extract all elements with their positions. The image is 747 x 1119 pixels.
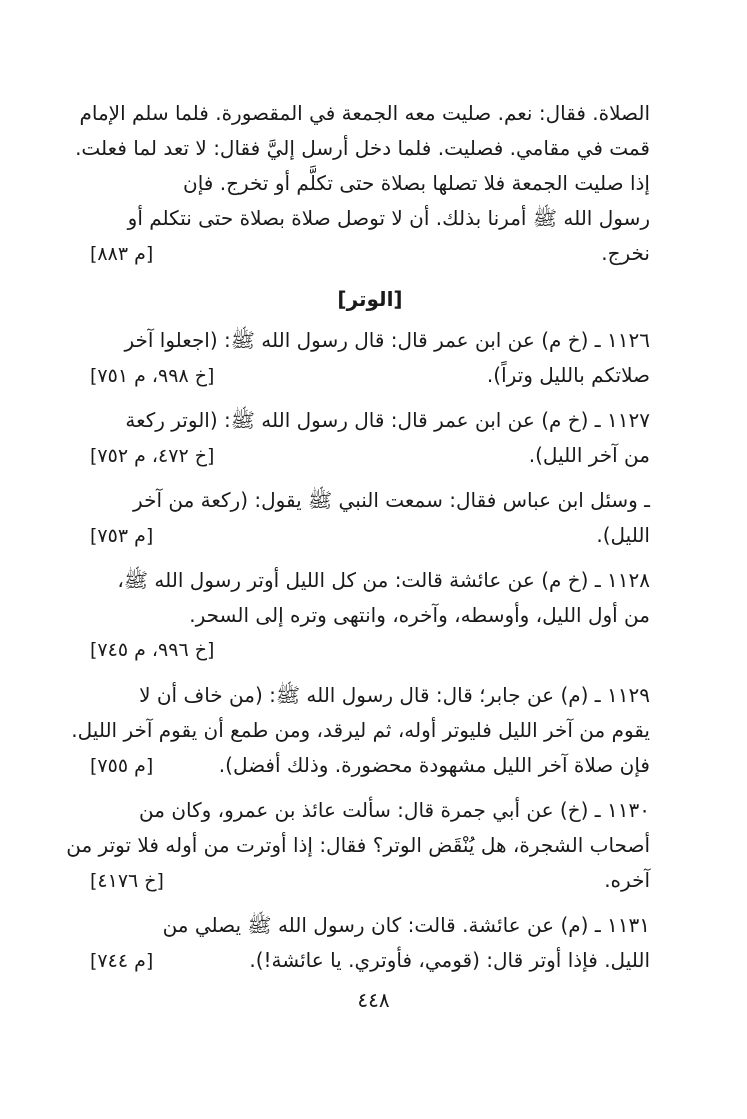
text-line — [75, 131, 650, 166]
page-body — [66, 96, 650, 988]
source-reference: [م ٧٤٤] — [90, 950, 154, 972]
text-line — [71, 713, 650, 748]
text: من أول الليل، وأوسطه، وآخره، وانتهى وتره إلى السحر. — [189, 603, 650, 627]
text-line — [90, 236, 650, 271]
source-reference: [خ ٤٧٢، م ٧٥٢] — [90, 445, 215, 467]
ibn-abbas-narration — [90, 483, 650, 553]
hadith-1131 — [90, 908, 650, 978]
text: يقوم من آخر الليل فليوتر أوله، ثم ليرقد، ومن طمع أن يقوم آخر الليل. — [71, 718, 650, 742]
text-line — [90, 793, 650, 828]
text-line — [90, 633, 650, 668]
text: صلاتكم بالليل وتراً). — [486, 363, 650, 387]
text: ١١٢٦ ـ (خ م) عن ابن عمر قال: قال رسول الله ﷺ: (اجعلوا آخر — [124, 328, 650, 352]
hadith-1128 — [90, 563, 650, 668]
text-line — [90, 518, 650, 553]
source-reference: [خ ٩٩٨، م ٧٥١] — [90, 365, 215, 387]
text-line — [90, 678, 650, 713]
text: الليل. فإذا أوتر قال: (قومي، فأوتري. يا عائشة!). — [249, 948, 650, 972]
text-line — [90, 403, 650, 438]
text: الليل). — [596, 523, 650, 547]
text-line — [90, 166, 650, 201]
text-line — [90, 438, 650, 473]
text-line — [90, 748, 650, 783]
text-line — [90, 201, 650, 236]
text: فإن صلاة آخر الليل مشهودة محضورة. وذلك أفضل). — [218, 753, 650, 777]
section-heading: [الوتر] — [337, 287, 403, 311]
hadith-1130 — [66, 793, 650, 898]
text-line — [90, 323, 650, 358]
hadith-1127 — [90, 403, 650, 473]
text-line — [90, 483, 650, 518]
text: ـ وسئل ابن عباس فقال: سمعت النبي ﷺ يقول: (ركعة من آخر — [133, 488, 650, 512]
source-reference: [م ٧٥٣] — [90, 525, 154, 547]
text: قمت في مقامي. فصليت. فلما دخل أرسل إليَّ فقال: لا تعد لما فعلت. — [75, 136, 650, 160]
text-line — [90, 863, 650, 898]
text-line — [79, 96, 650, 131]
text: ١١٢٧ ـ (خ م) عن ابن عمر قال: قال رسول الله ﷺ: (الوتر ركعة — [125, 408, 650, 432]
hadith-1129 — [71, 678, 650, 783]
source-reference: [م ٨٨٣] — [90, 243, 154, 265]
hadith-1126 — [90, 323, 650, 393]
text: ١١٣١ ـ (م) عن عائشة. قالت: كان رسول الله ﷺ يصلي من — [162, 913, 650, 937]
text: ١١٣٠ ـ (خ) عن أبي جمرة قال: سألت عائذ بن عمرو، وكان من — [139, 798, 650, 822]
text: ١١٢٩ ـ (م) عن جابر؛ قال: قال رسول الله ﷺ: (من خاف أن لا — [139, 683, 650, 707]
source-reference: [خ ٤١٧٦] — [90, 870, 164, 892]
text: من آخر الليل). — [528, 443, 650, 467]
text-line — [90, 908, 650, 943]
intro-paragraph — [75, 96, 650, 271]
text-line — [90, 598, 650, 633]
source-reference: [خ ٩٩٦، م ٧٤٥] — [90, 639, 215, 661]
text-line — [90, 943, 650, 978]
text-line — [66, 828, 650, 863]
source-reference: [م ٧٥٥] — [90, 755, 154, 777]
text: ١١٢٨ ـ (خ م) عن عائشة قالت: من كل الليل أوتر رسول الله ﷺ، — [117, 568, 650, 592]
text-line — [90, 358, 650, 393]
text: آخره. — [604, 868, 650, 892]
text: أصحاب الشجرة، هل يُنْقَض الوتر؟ فقال: إذا أوترت من أوله فلا توتر من — [66, 833, 650, 857]
page-number: ٤٤٨ — [357, 988, 390, 1012]
text: الصلاة. فقال: نعم. صليت معه الجمعة في المقصورة. فلما سلم الإمام — [79, 101, 650, 125]
text: نخرج. — [601, 241, 650, 265]
text-line — [90, 563, 650, 598]
text: رسول الله ﷺ أمرنا بذلك. أن لا توصل صلاة بصلاة حتى نتكلم أو — [127, 206, 650, 230]
text: إذا صليت الجمعة فلا تصلها بصلاة حتى تكلَّم أو تخرج. فإن — [183, 171, 650, 195]
